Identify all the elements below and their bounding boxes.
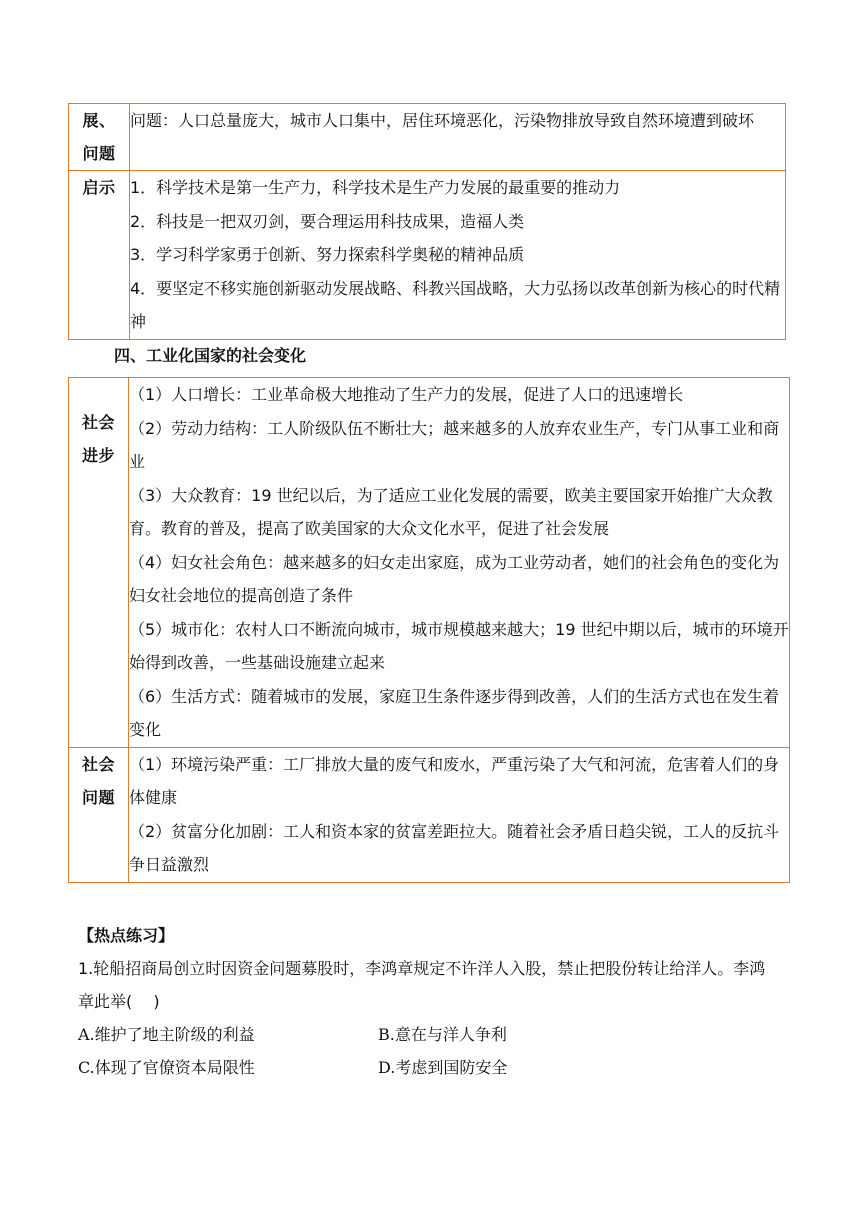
content-line: 2．科技是一把双刃剑，要合理运用科技成果，造福人类 <box>130 211 525 231</box>
row-content <box>130 104 786 171</box>
content-line: 3．学习科学家勇于创新、努力探索科学奥秘的精神品质 <box>130 245 525 264</box>
answer-options <box>78 1018 778 1086</box>
row-header-line: 社会 <box>81 413 115 432</box>
content-line: （2）劳动力结构：工人阶级队伍不断壮大；越来越多的人放弃农业生产，专门从事工业和商业 <box>129 418 780 471</box>
row-content <box>129 747 790 882</box>
table-tech-impact <box>68 103 786 340</box>
content-line: 妇女社会地位的提高创造了条件 <box>129 586 354 605</box>
table-row <box>69 378 790 748</box>
content-line: （2）贫富分化加剧：工人和资本家的贫富差距拉大。随着社会矛盾日趋尖锐，工人的反抗斗争日益激烈 <box>129 821 780 874</box>
question-text: 1.轮船招商局创立时因资金问题募股时，李鸿章规定不许洋人入股，禁止把股份转让给洋人。李鸿章此举( ) <box>78 959 766 1011</box>
content-line: （3）大众教育：19 世纪以后，为了适应工业化发展的需要，欧美主要国家开始推广大众教育。教育的普及，提高了欧美国家的大众文化水平，促进了社会发展 <box>129 485 773 538</box>
option-a[interactable]: A.维护了地主阶级的利益 <box>78 1025 255 1044</box>
row-header <box>69 747 129 882</box>
content-line: （6）生活方式：随着城市的发展，家庭卫生条件逐步得到改善，人们的生活方式也在发生着变化 <box>129 686 780 739</box>
table-row <box>69 747 790 882</box>
content-line: （1）人口增长：工业革命极大地推动了生产力的发展，促进了人口的迅速增长 <box>129 385 684 404</box>
content-line: 4．要坚定不移实施创新驱动发展战略、科教兴国战略，大力弘扬以改革创新为核心的时代精神 <box>130 278 781 331</box>
table-row <box>69 171 786 340</box>
option-d[interactable]: D.考虑到国防安全 <box>378 1058 508 1077</box>
content-line: （4）妇女社会角色：越来越多的妇女走出家庭，成为工业劳动者，她们的社会角色的变化为 <box>129 552 780 572</box>
practice-heading: 【热点练习】 <box>78 926 175 945</box>
row-header-line: 社会 <box>81 754 115 774</box>
row-content <box>130 171 786 340</box>
row-content <box>129 378 790 748</box>
content-line: 1．科学技术是第一生产力，科学技术是生产力发展的最重要的推动力 <box>130 178 621 197</box>
section-title: 四、工业化国家的社会变化 <box>114 346 307 365</box>
practice-section <box>78 922 778 1086</box>
content-line: 问题：人口总量庞大，城市人口集中，居住环境恶化，污染物排放导致自然环境遭到破坏 <box>130 111 755 130</box>
content-line: （1）环境污染严重：工厂排放大量的废气和废水，严重污染了大气和河流，危害着人们的身体健康 <box>129 754 780 807</box>
row-header <box>69 104 130 171</box>
option-b[interactable]: B.意在与洋人争利 <box>378 1025 507 1044</box>
content-line: （5）城市化：农村人口不断流向城市，城市规模越来越大；19 世纪中期以后，城市的环境开始得到改善，一些基础设施建立起来 <box>129 619 789 672</box>
row-header-line: 展、 <box>82 111 116 130</box>
row-header-line: 进步 <box>81 446 115 465</box>
option-c[interactable]: C.体现了官僚资本局限性 <box>78 1058 255 1077</box>
row-header-line: 问题 <box>81 787 115 807</box>
row-header <box>69 171 130 340</box>
table-social-change <box>68 377 790 883</box>
row-header-line: 启示 <box>82 178 116 197</box>
row-header <box>69 378 129 748</box>
row-header-line: 问题 <box>82 144 116 163</box>
table-row <box>69 104 786 171</box>
